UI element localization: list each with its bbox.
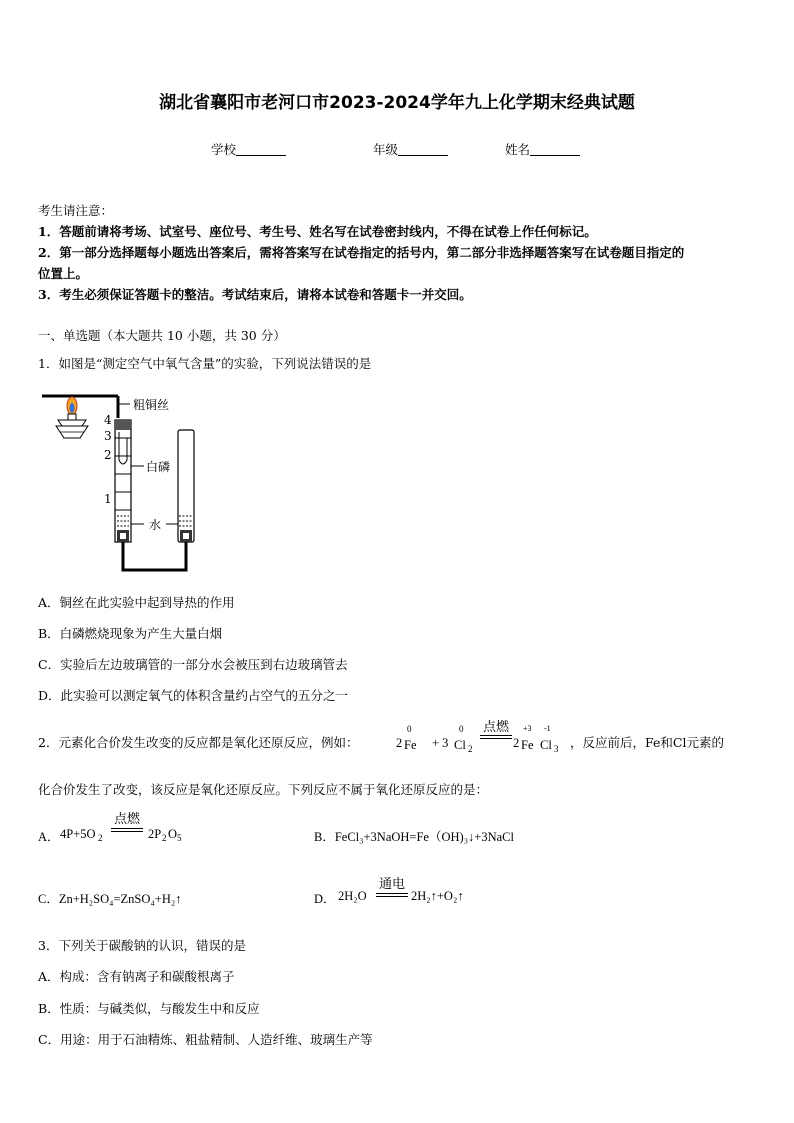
school-field xyxy=(211,140,286,158)
eq-prod-cl-valence: -1 xyxy=(544,724,551,733)
q2-stem-b: ，反应前后，Fe和Cl元素的 xyxy=(570,735,724,750)
q1-option-c[interactable]: C．实验后左边玻璃管的一部分水会被压到右边玻璃管去 xyxy=(38,657,348,672)
grade-blank[interactable] xyxy=(398,143,448,156)
q2-a-right-sub1: 2 xyxy=(162,833,167,843)
q2-a-condition: 点燃 xyxy=(113,811,140,826)
notice-item-2: 2．第一部分选择题每小题选出答案后，需将答案写在试卷指定的括号内，第二部分非选择题答案写在试卷题目指定的 xyxy=(38,245,685,260)
eq-cl-sub: 2 xyxy=(468,744,473,754)
q3-option-c[interactable]: C．用途：用于石油精炼、粗盐精制、人造纤维、玻璃生产等 xyxy=(38,1032,373,1047)
eq-prod-cl: Cl xyxy=(540,738,552,752)
eq-cl-valence: 0 xyxy=(459,724,464,734)
eq-coef2: 2 xyxy=(513,736,520,750)
q2-option-a[interactable] xyxy=(38,810,238,846)
q3-stem: 3．下列关于碳酸钠的认识，错误的是 xyxy=(38,938,246,953)
scale-1: 1 xyxy=(104,492,112,506)
eq-prod-fe: Fe xyxy=(521,738,534,752)
notice-heading: 考生请注意： xyxy=(38,203,114,218)
copper-label: 粗铜丝 xyxy=(133,398,170,412)
eq-condition: 点燃 xyxy=(482,719,509,734)
school-blank[interactable] xyxy=(236,143,286,156)
phosphorus-label: 白磷 xyxy=(146,460,171,474)
q2-a-right-sub2: 5 xyxy=(177,833,182,843)
eq-fe: Fe xyxy=(404,738,417,752)
name-field xyxy=(505,140,580,158)
eq-coef1: 2 xyxy=(396,736,403,750)
name-label: 姓名 xyxy=(505,142,531,157)
q2-stem-c: 化合价发生了改变，该反应是氧化还原反应。下列反应不属于氧化还原反应的是： xyxy=(38,782,489,797)
scale-4: 4 xyxy=(104,413,112,427)
rubber-hose xyxy=(123,542,186,570)
eq-fe-valence: 0 xyxy=(407,724,412,734)
q1-diagram xyxy=(38,390,238,580)
section-heading: 一、单选题（本大题共 10 小题，共 30 分） xyxy=(38,328,286,343)
q1-option-b[interactable]: B．白磷燃烧现象为产生大量白烟 xyxy=(38,626,223,641)
q1-stem: 1．如图是“测定空气中氧气含量”的实验，下列说法错误的是 xyxy=(38,356,372,371)
eq-prod-fe-valence: +3 xyxy=(523,724,532,733)
q2-a-left-sub: 2 xyxy=(98,833,103,843)
q1-option-a[interactable]: A．铜丝在此实验中起到导热的作用 xyxy=(38,595,235,610)
q2-d-label: D． xyxy=(314,892,336,906)
name-blank[interactable] xyxy=(530,143,580,156)
q2-stem-a: 2．元素化合价发生改变的反应都是氧化还原反应，例如： xyxy=(38,735,359,750)
eq-arrow xyxy=(480,735,512,739)
right-glass-tube xyxy=(178,430,194,542)
q2-option-d[interactable] xyxy=(314,872,514,908)
grade-field xyxy=(373,140,448,158)
q3-option-b[interactable]: B．性质：与碱类似，与酸发生中和反应 xyxy=(38,1001,260,1016)
left-glass-tube xyxy=(115,420,131,542)
q2-a-arrow xyxy=(111,828,143,832)
q2-a-label: A． xyxy=(38,830,60,844)
water-label: 水 xyxy=(149,518,162,532)
q2-option-b[interactable]: B．FeCl₃+3NaOH=Fe（OH)₃↓+3NaCl xyxy=(314,830,514,844)
q2-a-right1: 2P xyxy=(148,827,162,841)
q3-option-a[interactable]: A．构成：含有钠离子和碳酸根离子 xyxy=(38,969,235,984)
alcohol-lamp-icon xyxy=(56,397,88,438)
q2-d-arrow xyxy=(376,893,408,897)
scale-3: 3 xyxy=(104,429,112,443)
notice-item-2-cont: 位置上。 xyxy=(38,266,89,281)
notice-item-3: 3．考生必须保证答题卡的整洁。考试结束后，请将本试卷和答题卡一并交回。 xyxy=(38,287,472,302)
q2-d-condition: 通电 xyxy=(378,876,405,891)
q2-example-equation xyxy=(396,720,571,760)
q2-option-c[interactable]: C．Zn+H₂SO₄=ZnSO₄+H₂↑ xyxy=(38,892,182,906)
eq-cl: Cl xyxy=(454,738,466,752)
scale-2: 2 xyxy=(104,448,112,462)
q2-a-right2: O xyxy=(168,827,178,841)
eq-plus: + 3 xyxy=(432,736,449,750)
eq-prod-cl-sub: 3 xyxy=(554,744,559,754)
q1-option-d[interactable]: D．此实验可以测定氧气的体积含量约占空气的五分之一 xyxy=(38,688,349,703)
q2-d-left: 2H₂O xyxy=(338,889,367,903)
notice-item-1: 1．答题前请将考场、试室号、座位号、考生号、姓名写在试卷密封线内，不得在试卷上作任何标记。 xyxy=(38,224,597,239)
q2-d-right: 2H₂↑+O₂↑ xyxy=(411,889,464,903)
page-title: 湖北省襄阳市老河口市2023-2024学年九上化学期末经典试题 xyxy=(159,93,635,113)
q2-a-left: 4P+5O xyxy=(60,827,96,841)
grade-label: 年级 xyxy=(373,142,399,157)
school-label: 学校 xyxy=(211,142,237,157)
